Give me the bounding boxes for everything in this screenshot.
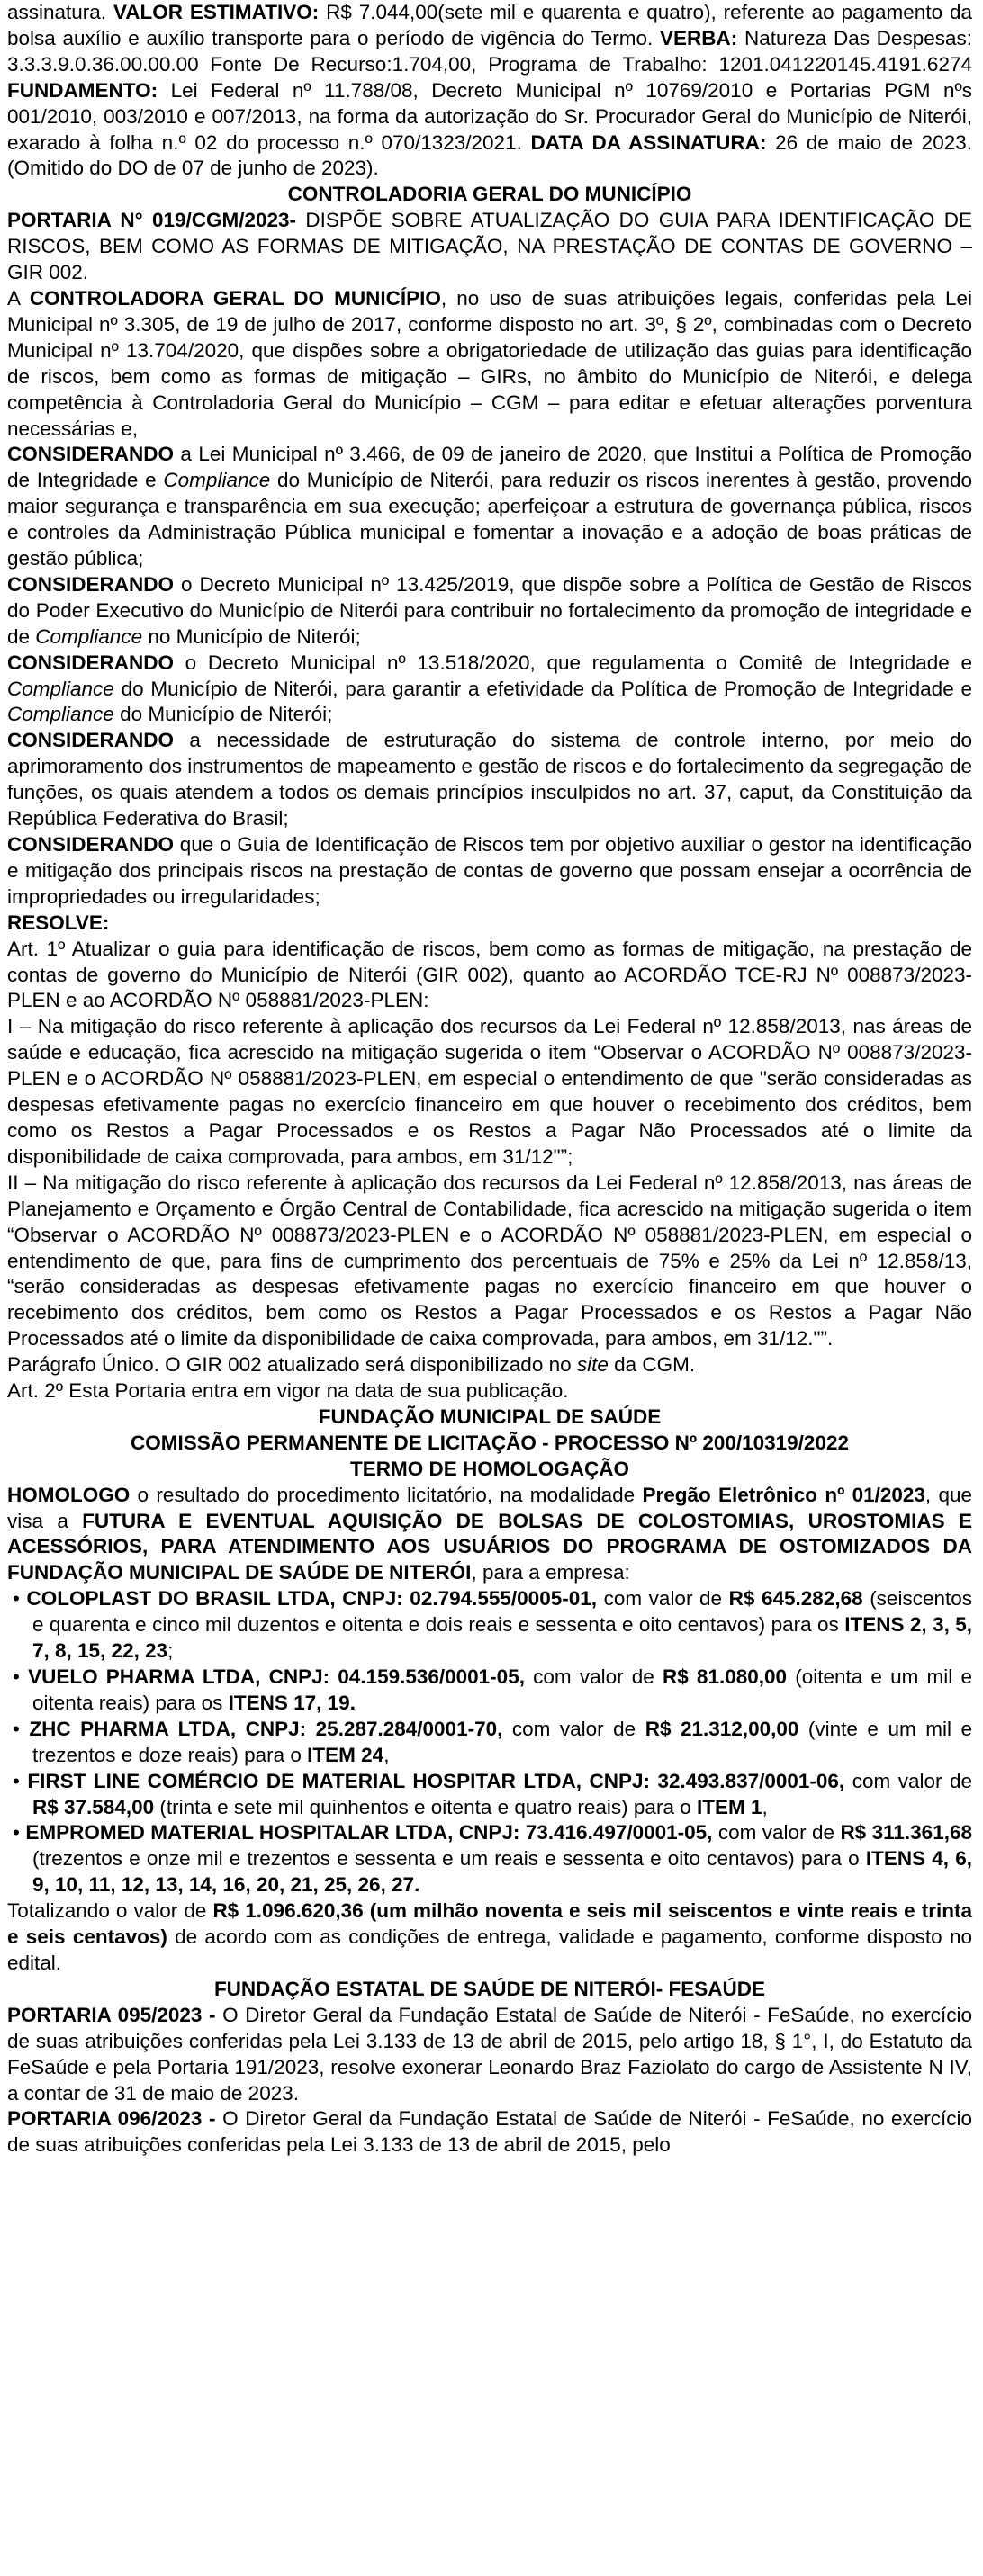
text-run: (trinta e sete mil quinhentos e oitenta e quatro reais) para o (154, 1795, 697, 1818)
text-run: ITENS 4, 6, 9, 10, 11, 12, 13, 14, 16, 20, 21, 25, 26, 27. (32, 1847, 972, 1897)
text-run: o resultado do procedimento licitatório, na modalidade (130, 1483, 643, 1506)
text-run: com valor de (524, 1665, 663, 1688)
portaria-096 (7, 2106, 972, 2159)
company-item-coloplast (7, 1586, 972, 1665)
text-run: com valor de (502, 1717, 645, 1740)
text-run: Pregão Eletrônico nº 01/2023 (642, 1483, 925, 1506)
text-run: (seiscentos e quarenta e cinco mil duzentos e oitenta e dois reais e sessenta e oito centavos) para os (32, 1587, 972, 1637)
subheading-homologation: TERMO DE HOMOLOGAÇÃO (350, 1457, 629, 1480)
text-run: FIRST LINE COMÉRCIO DE MATERIAL HOSPITAR LTDA, CNPJ: 32.493.837/0001-06, (27, 1769, 845, 1792)
text-run: PORTARIA 095/2023 - (7, 2003, 216, 2026)
text-run: R$ 311.361,68 (840, 1821, 972, 1844)
considerando-4 (7, 728, 972, 832)
text-run: FUTURA E EVENTUAL AQUISIÇÃO DE BOLSAS DE COLOSTOMIAS, UROSTOMIAS E ACESSÓRIOS, PARA ATENDIMENTO AOS USUÁRIOS DO PROGRAMA DE OSTOMIZADOS DA FUNDAÇÃO MUNICIPAL DE SAÚDE DE NITERÓI (7, 1509, 973, 1584)
text-run: com valor de (844, 1769, 972, 1792)
contract-extract-paragraph (7, 0, 972, 182)
text-run: Compliance (163, 469, 271, 492)
text-run: Compliance (35, 624, 143, 648)
text-run: Art. 2º Esta Portaria entra em vigor na data de sua publicação. (7, 1379, 569, 1403)
text-run: VUELO PHARMA LTDA, CNPJ: 04.159.536/0001-05, (28, 1665, 525, 1688)
text-run: 26 de maio de 2023. (Omitido do DO de 07 de junho de 2023). (7, 130, 972, 180)
text-run: • (13, 1587, 27, 1611)
text-run: ITEM 24 (307, 1743, 384, 1766)
portaria-095 (7, 2003, 972, 2107)
text-run: do Município de Niterói; (113, 703, 333, 726)
text-run: R$ 81.080,00 (662, 1665, 788, 1688)
text-run: da CGM. (608, 1353, 696, 1377)
considerando-2 (7, 572, 972, 651)
text-run: PORTARIA 096/2023 - (7, 2107, 216, 2131)
homologation-paragraph (7, 1483, 972, 1587)
text-run: O Diretor Geral da Fundação Estatal de Saúde de Niterói - FeSaúde, no exercício de suas atribuições conferidas pela Lei 3.133 de 13 de abril de 2015, pelo artigo 18, § 1°, I, do Estatuto da FeSaúde e pela Portaria 191/2023, resolve exonerar Leonardo Braz Faziolato do cargo de Assistente N IV, a contar de 31 de maio de 2023. (7, 2003, 972, 2105)
text-run: com valor de (712, 1821, 841, 1844)
article-1-item-1 (7, 1014, 972, 1170)
text-run: CONTROLADORA GERAL DO MUNICÍPIO (29, 286, 441, 310)
text-run: O Diretor Geral da Fundação Estatal de Saúde de Niterói - FeSaúde, no exercício de suas atribuições conferidas pela Lei 3.133 de 13 de abril de 2015, pelo (7, 2107, 972, 2157)
text-run: com valor de (597, 1587, 729, 1611)
article-1 (7, 937, 972, 1015)
text-run: Compliance (7, 677, 114, 700)
article-2 (7, 1378, 972, 1405)
company-item-firstline (7, 1769, 972, 1821)
text-run: Art. 1º Atualizar o guia para identificação de riscos, bem como as formas de mitigação, na prestação de contas de governo do Município de Niterói (GIR 002), quanto ao ACORDÃO TCE-RJ Nº 008873/2023-PLEN e ao ACORDÃO Nº 058881/2023-PLEN: (7, 937, 972, 1012)
section-heading-fesaude: FUNDAÇÃO ESTATAL DE SAÚDE DE NITERÓI- FESAÚDE (213, 1977, 766, 2000)
text-run: a necessidade de estruturação do sistema de controle interno, por meio do aprimoramento dos instrumentos de mapeamento e gestão de riscos e do fortalecimento da segregação de funções, os quais atendem a todos os demais princípios insculpidos no art. 37, caput, da Constituição da República Federativa do Brasil; (7, 729, 972, 830)
text-run: , (383, 1743, 390, 1766)
considerando-1 (7, 442, 972, 572)
text-run: VERBA: (659, 26, 738, 49)
text-run: • (13, 1665, 29, 1688)
subheading-process: COMISSÃO PERMANENTE DE LICITAÇÃO - PROCESSO Nº 200/10319/2022 (130, 1431, 849, 1454)
text-run: DISPÕE SOBRE ATUALIZAÇÃO DO GUIA PARA IDENTIFICAÇÃO DE RISCOS, BEM COMO AS FORMAS DE MITIGAÇÃO, NA PRESTAÇÃO DE CONTAS DE GOVERNO – GIR 002. (7, 209, 972, 284)
considerando-3 (7, 651, 972, 729)
text-run: do Município de Niterói, para reduzir os riscos inerentes à gestão, provendo maior segurança e transparência em sua execução; aperfeiçoar a estrutura de governança pública, riscos e controles da Administração Pública municipal e fomentar a inovação e a adoção de boas práticas de gestão pública; (7, 469, 972, 570)
text-run: ITENS 2, 3, 5, 7, 8, 15, 22, 23 (32, 1613, 972, 1663)
section-heading-fms: FUNDAÇÃO MUNICIPAL DE SAÚDE (318, 1405, 662, 1428)
text-run: ITEM 1 (696, 1795, 762, 1818)
article-1-item-2 (7, 1171, 972, 1352)
text-run: a Lei Municipal nº 3.466, de 09 de janeiro de 2020, que Institui a Política de Promoção de Integridade e (7, 443, 972, 492)
text-run: COLOPLAST DO BRASIL LTDA, CNPJ: 02.794.555/0005-01, (26, 1587, 597, 1611)
text-run: Lei Federal nº 11.788/08, Decreto Municipal nº 10769/2010 e Portarias PGM nºs 001/2010, 003/2010 e 007/2013, na forma da autorização do Sr. Procurador Geral do Município de Niterói, exarado à folha n.º 02 do processo n.º 070/1323/2021. (7, 78, 972, 154)
text-run: DATA DA ASSINATURA: (530, 130, 767, 154)
text-run: assinatura. (7, 1, 113, 23)
text-run: FUNDAMENTO: (7, 78, 158, 102)
considerando-5 (7, 832, 972, 911)
text-run: A (7, 286, 30, 310)
text-run: EMPROMED MATERIAL HOSPITALAR LTDA, CNPJ: 73.416.497/0001-05, (25, 1821, 713, 1844)
text-run: R$ 1.096.620,36 (um milhão noventa e seis mil seiscentos e vinte reais e trinta e seis centavos) (7, 1899, 972, 1949)
company-item-empromed (7, 1820, 972, 1898)
total-paragraph (7, 1898, 972, 1977)
text-run: I – Na mitigação do risco referente à aplicação dos recursos da Lei Federal nº 12.858/2013, nas áreas de saúde e educação, fica acrescido na mitigação sugerida o item “Observar o ACORDÃO Nº 008873/2023-PLEN e o ACORDÃO Nº 058881/2023-PLEN, em especial o entendimento de que "serão consideradas as despesas efetivamente pagas no exercício financeiro em que houver o recebimento dos créditos, bem como os Restos a Pagar Processados e os Restos a Pagar Não Processados até o limite da disponibilidade de caixa comprovada, para ambos, em 31/12"”; (7, 1015, 972, 1168)
text-run: o Decreto Municipal nº 13.518/2020, que regulamenta o Comitê de Integridade e (174, 651, 972, 674)
text-run: CONSIDERANDO (7, 572, 175, 596)
text-run: , no uso de suas atribuições legais, conferidas pela Lei Municipal nº 3.305, de 19 de julho de 2017, conforme disposto no art. 3º, § 2º, combinadas com o Decreto Municipal nº 13.704/2020, que dispões sobre a obrigatoriedade de utilização das guias para identificação de riscos, bem como as formas de mitigação – GIRs, no âmbito do Município de Niterói, e delega competência à Controladoria Geral do Município – CGM – para editar e efetuar alterações porventura necessárias e, (7, 286, 972, 440)
company-item-vuelo (7, 1665, 972, 1717)
text-run: , que visa a (7, 1483, 973, 1532)
text-run: CONSIDERANDO (7, 651, 175, 674)
text-run: Compliance (7, 703, 114, 726)
text-run: Natureza Das Despesas: 3.3.3.9.0.36.00.00.00 Fonte De Recurso:1.704,00, Programa de Trabalho: 1201.041220145.4191.6274 (7, 26, 972, 76)
resolve-label: RESOLVE: (7, 911, 110, 934)
text-run: ITENS 17, 19. (228, 1691, 356, 1714)
text-run: R$ 21.312,00,00 (645, 1717, 799, 1740)
text-run: R$ 645.282,68 (728, 1587, 863, 1611)
text-run: CONSIDERANDO (7, 443, 175, 466)
paragrafo-unico (7, 1352, 972, 1378)
text-run: VALOR ESTIMATIVO: (113, 1, 320, 23)
text-run: R$ 37.584,00 (32, 1795, 155, 1818)
text-run: do Município de Niterói, para garantir a efetividade da Política de Promoção de Integridade e (113, 677, 972, 700)
text-run: R$ 7.044,00(sete mil e quarenta e quatro), referente ao pagamento da bolsa auxílio e auxílio transporte para o período de vigência do Termo. (7, 1, 972, 49)
text-run: • (13, 1717, 30, 1740)
text-run: Totalizando o valor de (7, 1899, 213, 1923)
text-run: CONSIDERANDO (7, 833, 175, 856)
text-run: , para a empresa: (471, 1561, 630, 1584)
text-run: HOMOLOGO (7, 1483, 131, 1506)
text-run: (trezentos e onze mil e trezentos e sessenta e um reais e sessenta e oito centavos) para o (32, 1847, 866, 1871)
text-run: (vinte e um mil e trezentos e doze reais) para o (32, 1717, 972, 1766)
text-run: ZHC PHARMA LTDA, CNPJ: 25.287.284/0001-70, (29, 1717, 503, 1740)
text-run: de acordo com as condições de entrega, validade e pagamento, conforme disposto no edital. (7, 1925, 972, 1974)
company-item-zhc (7, 1717, 972, 1769)
text-run: que o Guia de Identificação de Riscos tem por objetivo auxiliar o gestor na identificação e mitigação dos principais riscos na prestação de contas de governo que possam ensejar a ocorrência de impropriedades ou irregularidades; (7, 833, 972, 908)
text-run: o Decreto Municipal nº 13.425/2019, que dispõe sobre a Política de Gestão de Riscos do Poder Executivo do Município de Niterói para contribuir no fortalecimento da promoção de integridade e de (7, 572, 972, 648)
text-run: (oitenta e um mil e oitenta reais) para os (32, 1665, 972, 1714)
section-heading-cgm: CONTROLADORIA GERAL DO MUNICÍPIO (287, 183, 692, 206)
portaria-title (7, 208, 972, 286)
text-run: CONSIDERANDO (7, 729, 175, 752)
text-run: no Município de Niterói; (142, 624, 361, 648)
text-run: • (13, 1821, 26, 1844)
text-run: site (576, 1353, 609, 1377)
text-run: II – Na mitigação do risco referente à aplicação dos recursos da Lei Federal nº 12.858/2013, nas áreas de Planejamento e Orçamento e Órgão Central de Contabilidade, fica acrescido na mitigação sugerida o item “Observar o ACORDÃO Nº 008873/2023-PLEN e o ACORDÃO Nº 058881/2023-PLEN, em especial o entendimento de que, para fins de cumprimento dos percentuais de 75% e 25% da Lei nº 12.858/13, “serão consideradas as despesas efetivamente pagas no exercício financeiro em que houver o recebimento dos créditos, bem como os Restos a Pagar Processados e os Restos a Pagar Não Processados até o limite da disponibilidade de caixa comprovada, para ambos, em 31/12."”. (7, 1171, 972, 1351)
text-run: , (762, 1795, 768, 1818)
portaria-preamble (7, 286, 972, 442)
text-run: Parágrafo Único. O GIR 002 atualizado será disponibilizado no (7, 1353, 577, 1377)
text-run: • (13, 1769, 28, 1792)
text-run: ; (167, 1639, 174, 1663)
text-run: PORTARIA N° 019/CGM/2023- (7, 209, 297, 232)
